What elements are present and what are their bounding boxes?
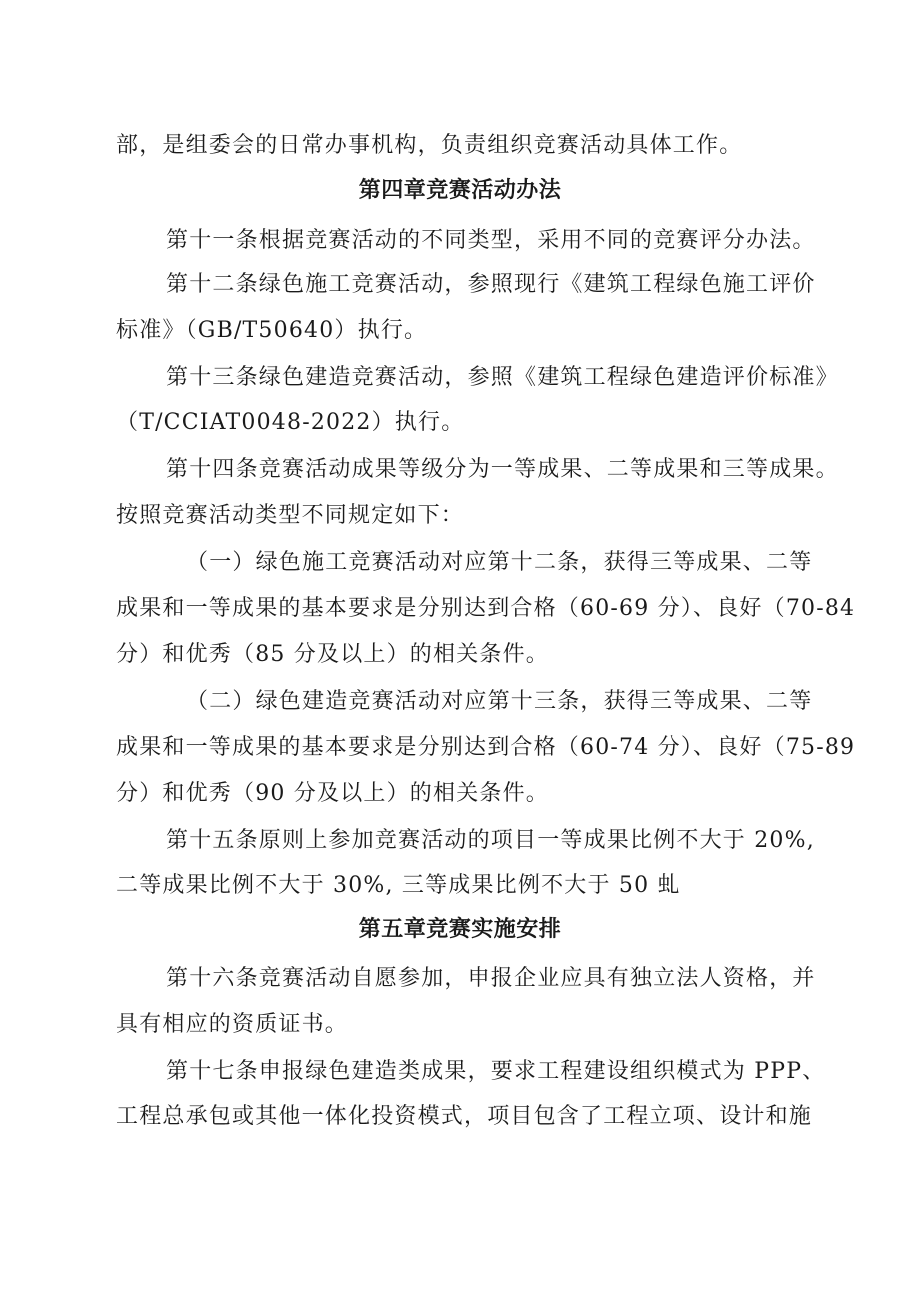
paragraph-line: 分）和优秀（85 分及以上）的相关条件。 bbox=[116, 642, 549, 667]
paragraph-line: 第十五条原则上参加竞赛活动的项目一等成果比例不大于 20%, bbox=[166, 828, 815, 853]
paragraph-line: 第十一条根据竞赛活动的不同类型，采用不同的竞赛评分办法。 bbox=[166, 228, 816, 253]
paragraph-line: （T/CCIAT0048-2022）执行。 bbox=[116, 410, 465, 435]
paragraph-line: 第十三条绿色建造竞赛活动，参照《建筑工程绿色建造评价标准》 bbox=[166, 365, 839, 390]
chapter-heading: 第四章竞赛活动办法 bbox=[358, 178, 562, 203]
paragraph-line: 部，是组委会的日常办事机构，负责组织竞赛活动具体工作。 bbox=[116, 133, 743, 158]
paragraph-line: 第十四条竞赛活动成果等级分为一等成果、二等成果和三等成果。 bbox=[166, 457, 839, 482]
paragraph-line: 成果和一等成果的基本要求是分别达到合格（60-74 分）、良好（75-89 bbox=[116, 735, 856, 760]
paragraph-line: 第十七条申报绿色建造类成果，要求工程建设组织模式为 PPP、 bbox=[166, 1059, 826, 1084]
paragraph-line: （二）绿色建造竞赛活动对应第十三条，获得三等成果、二等 bbox=[186, 689, 813, 714]
paragraph-line: 第十二条绿色施工竞赛活动，参照现行《建筑工程绿色施工评价 bbox=[166, 272, 816, 297]
chapter-heading: 第五章竞赛实施安排 bbox=[358, 917, 562, 942]
paragraph-line: （一）绿色施工竞赛活动对应第十二条，获得三等成果、二等 bbox=[186, 550, 813, 575]
paragraph-line: 标准》（GB/T50640）执行。 bbox=[116, 318, 428, 343]
paragraph-line: 二等成果比例不大于 30%, 三等成果比例不大于 50 虬 bbox=[116, 873, 681, 898]
paragraph-line: 分）和优秀（90 分及以上）的相关条件。 bbox=[116, 781, 549, 806]
paragraph-line: 第十六条竞赛活动自愿参加，申报企业应具有独立法人资格，并 bbox=[166, 966, 816, 991]
paragraph-line: 按照竞赛活动类型不同规定如下： bbox=[116, 503, 465, 528]
paragraph-line: 成果和一等成果的基本要求是分别达到合格（60-69 分）、良好（70-84 bbox=[116, 596, 856, 621]
paragraph-line: 具有相应的资质证书。 bbox=[116, 1012, 349, 1037]
paragraph-line: 工程总承包或其他一体化投资模式，项目包含了工程立项、设计和施 bbox=[116, 1104, 813, 1129]
